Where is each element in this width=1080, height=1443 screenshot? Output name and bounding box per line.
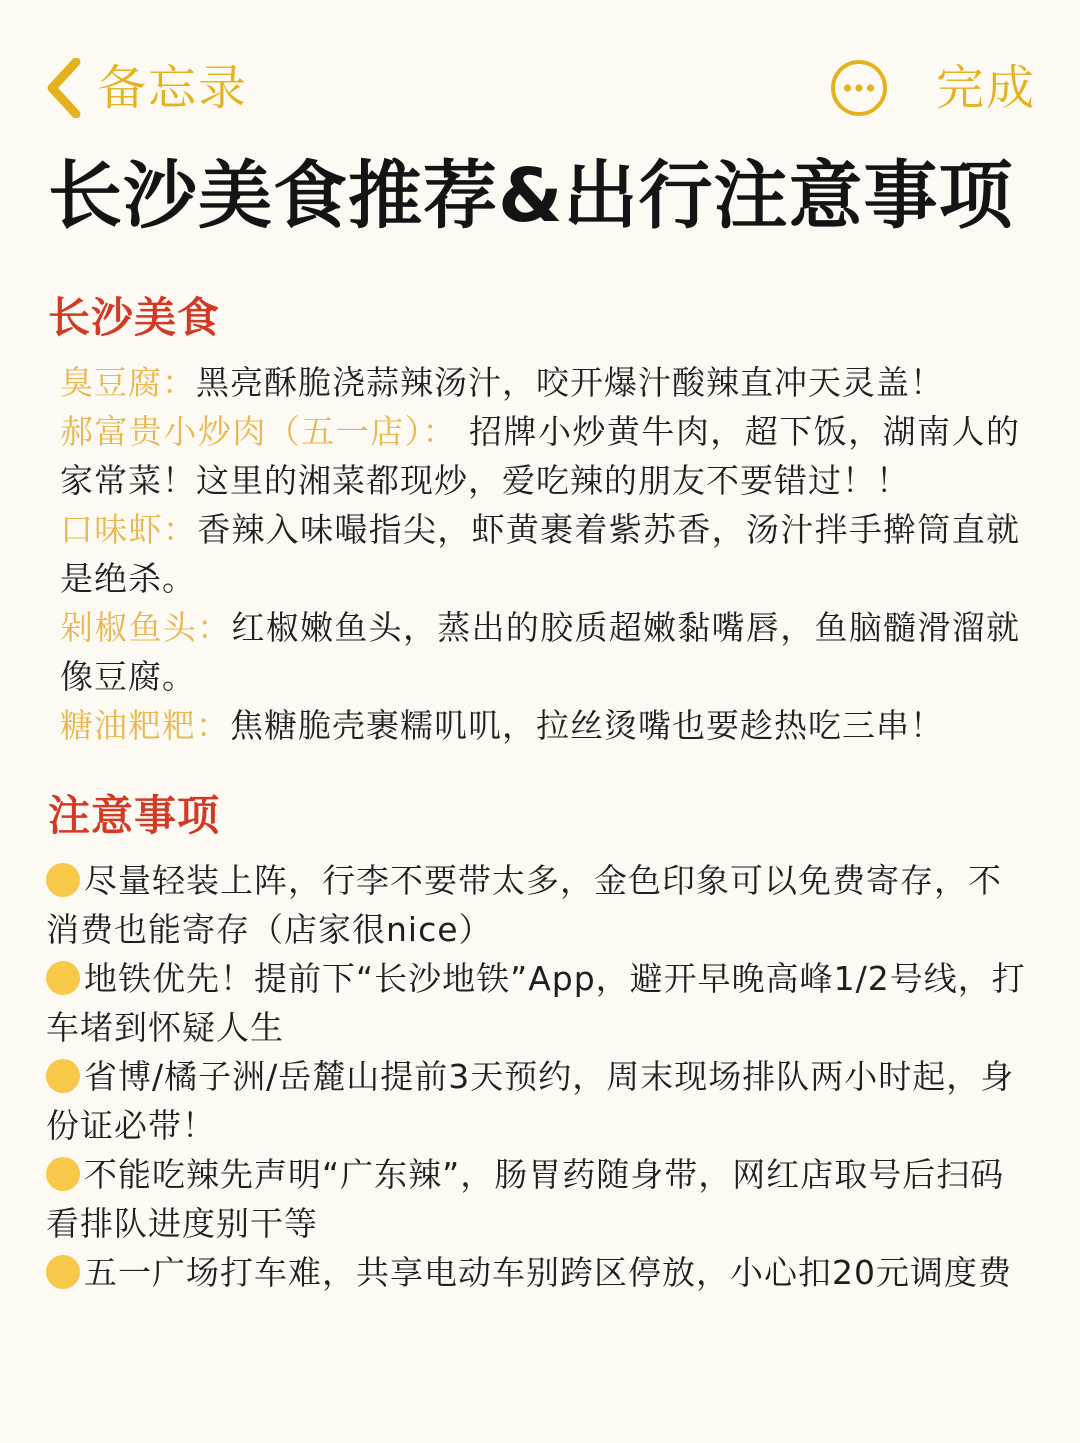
tip-text: 五一广场打车难，共享电动车别跨区停放，小心扣20元调度费 — [84, 1253, 1012, 1292]
note-title: 长沙美食推荐&出行注意事项 — [48, 153, 1014, 239]
list-item — [46, 1052, 1031, 1150]
done-button[interactable]: 完成 — [936, 60, 1037, 116]
list-item — [46, 856, 1031, 954]
food-name: 糖油粑粑： — [60, 706, 230, 745]
list-item — [60, 603, 1020, 701]
list-item — [46, 1248, 1031, 1297]
food-name: 郝富贵小炒肉（五一店）： — [60, 412, 458, 451]
tip-text: 不能吃辣先声明“广东辣”，肠胃药随身带，网红店取号后扫码看排队进度别干等 — [46, 1155, 1005, 1243]
list-item — [46, 954, 1031, 1052]
food-description: 焦糖脆壳裹糯叽叽，拉丝烫嘴也要趁热吃三串！ — [230, 706, 944, 745]
back-label: 备忘录 — [98, 60, 249, 116]
food-name: 口味虾： — [60, 510, 198, 549]
tip-text: 尽量轻装上阵，行李不要带太多，金色印象可以免费寄存，不消费也能寄存（店家很nice） — [46, 861, 1002, 949]
food-description: 招牌小炒黄牛肉，超下饭，湖南人的家常菜！这里的湘菜都现炒，爱吃辣的朋友不要错过！！ — [60, 412, 1020, 500]
section-heading-tips: 注意事项 — [48, 791, 221, 840]
food-name: 臭豆腐： — [60, 363, 196, 402]
back-button[interactable] — [44, 58, 248, 118]
more-options-button[interactable] — [830, 59, 888, 117]
food-name: 剁椒鱼头： — [60, 608, 232, 647]
food-description: 红椒嫩鱼头，蒸出的胶质超嫩黏嘴唇，鱼脑髓滑溜就像豆腐。 — [60, 608, 1021, 696]
list-item — [60, 505, 1020, 603]
food-list — [60, 358, 1020, 750]
chevron-left-icon — [44, 58, 84, 118]
tip-text: 地铁优先！提前下“长沙地铁”App，避开早晚高峰1/2号线，打车堵到怀疑人生 — [46, 959, 1026, 1047]
tips-list — [46, 856, 1031, 1297]
list-item — [60, 407, 1020, 505]
yellow-circle-bullet-icon — [46, 1059, 80, 1093]
food-description: 黑亮酥脆浇蒜辣汤汁，咬开爆汁酸辣直冲天灵盖！ — [196, 363, 944, 402]
yellow-circle-bullet-icon — [46, 961, 80, 995]
section-heading-food: 长沙美食 — [48, 293, 221, 342]
ellipsis-circle-icon — [830, 59, 888, 117]
tip-text: 省博/橘子洲/岳麓山提前3天预约，周末现场排队两小时起，身份证必带！ — [46, 1057, 1015, 1145]
list-item — [60, 701, 1020, 750]
yellow-circle-bullet-icon — [46, 1255, 80, 1289]
list-item — [46, 1150, 1031, 1248]
list-item — [60, 358, 1020, 407]
yellow-circle-bullet-icon — [46, 863, 80, 897]
yellow-circle-bullet-icon — [46, 1157, 80, 1191]
navigation-bar — [0, 0, 1080, 150]
food-description: 香辣入味嘬指尖，虾黄裹着紫苏香，汤汁拌手擀筒直就是绝杀。 — [60, 510, 1021, 598]
